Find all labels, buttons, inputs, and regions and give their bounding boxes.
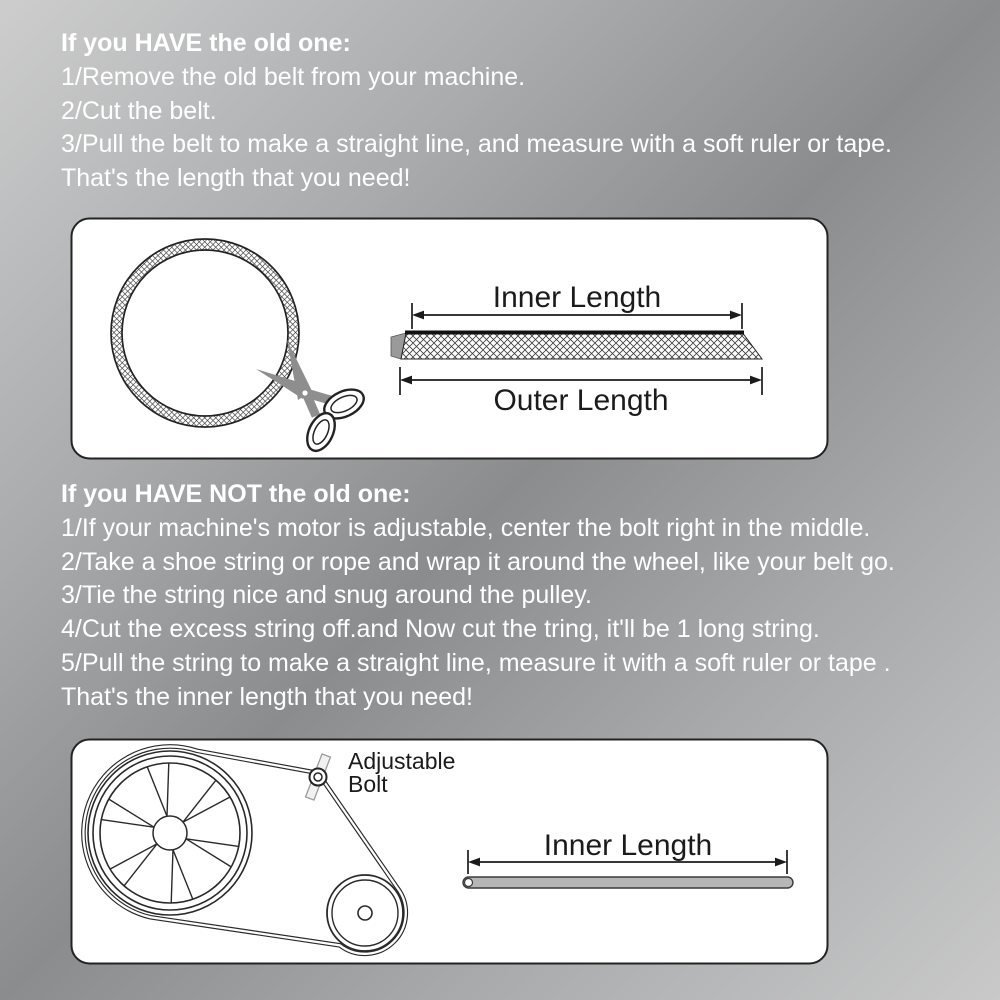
section-have-not-heading: If you HAVE NOT the old one: <box>61 480 411 508</box>
outer-length-label: Outer Length <box>493 384 669 417</box>
instruction-line: That's the inner length that you need! <box>61 682 473 711</box>
adjustable-bolt-label-line2: Bolt <box>348 771 388 797</box>
pulley-hole <box>358 906 372 920</box>
instruction-line: 1/If your machine's motor is adjustable, center the bolt right in the middle. <box>61 513 871 542</box>
instruction-line: 1/Remove the old belt from your machine. <box>61 62 526 91</box>
section-have <box>61 27 892 196</box>
instruction-line: 2/Take a shoe string or rope and wrap it around the wheel, like your belt go. <box>61 547 895 576</box>
inner-length-label: Inner Length <box>543 829 713 862</box>
wheel-string-illustration <box>70 738 829 965</box>
adjustable-bolt-label: Adjustable <box>348 748 456 774</box>
instruction-line: 2/Cut the belt. <box>61 96 217 125</box>
belt-measure-illustration <box>70 217 829 460</box>
inner-length-label: Inner Length <box>492 281 662 314</box>
section-have-not <box>61 478 895 715</box>
instruction-line: 3/Pull the belt to make a straight line, and measure with a soft ruler or tape. <box>61 130 892 159</box>
wheel-string-diagram <box>70 738 829 965</box>
belt-strip <box>391 333 762 360</box>
motor-pulley <box>327 875 403 951</box>
instruction-line: 4/Cut the excess string off.and Now cut the tring, it'll be 1 long string. <box>61 615 820 644</box>
section-have-heading: If you HAVE the old one: <box>61 29 351 57</box>
instruction-line: That's the length that you need! <box>61 164 411 193</box>
belt-measure-diagram <box>70 217 829 460</box>
instruction-line: 3/Tie the string nice and snug around the pulley. <box>61 581 592 610</box>
string-end <box>465 879 473 887</box>
straight-string <box>463 877 793 888</box>
instruction-line: 5/Pull the string to make a straight line, measure it with a soft ruler or tape . <box>61 648 891 677</box>
wheel-hub <box>153 816 187 850</box>
